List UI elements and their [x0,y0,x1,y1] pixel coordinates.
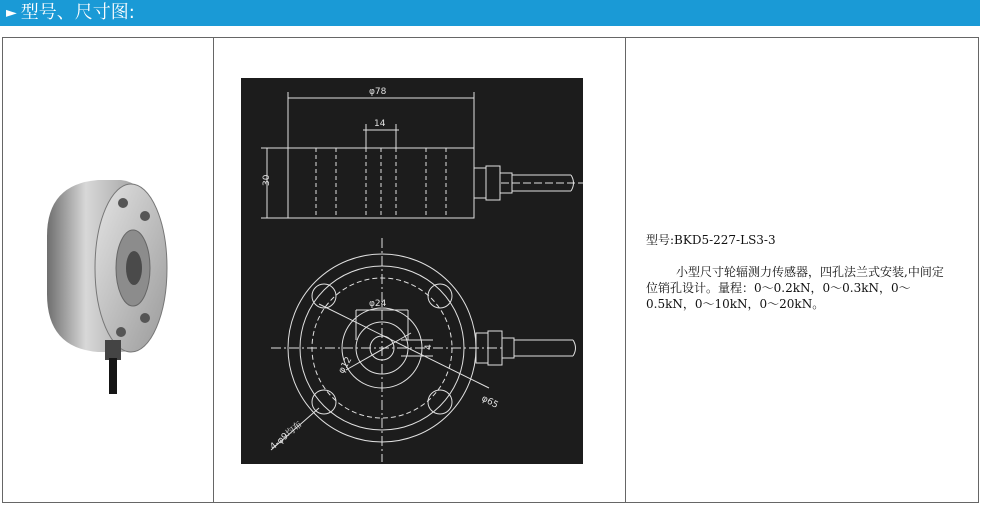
dim-hub-diameter: φ24 [369,299,387,309]
product-photo [3,38,214,504]
spec-table [2,37,979,503]
dim-pin-diameter: φ12 [336,355,355,376]
dim-pin-width: 14 [374,119,386,129]
section-header [0,0,980,26]
dimension-drawing [241,78,583,464]
dim-height: 30 [262,174,272,186]
dim-offset: 4 [424,344,434,350]
dim-outer-diameter: φ78 [369,87,387,97]
product-description: 小型尺寸轮辐测力传感器，四孔法兰式安装,中间定位销孔设计。量程：0～0.2kN，0～0.3kN，0～0.5kN，0～10kN，0～20kN。 [646,265,944,311]
description-cell [626,38,978,502]
model-number: 型号:BKD5-227-LS3-3 [646,233,776,247]
drawing-cell [214,38,626,502]
dim-bolt-circle: φ65 [479,393,500,411]
section-title: 型号、尺寸图: [20,2,135,23]
top-view [271,238,503,462]
triangle-bullet-icon: ► [6,5,17,21]
product-photo-cell [3,38,214,502]
dim-mounting-holes: 4-φ9均布 [268,419,305,453]
